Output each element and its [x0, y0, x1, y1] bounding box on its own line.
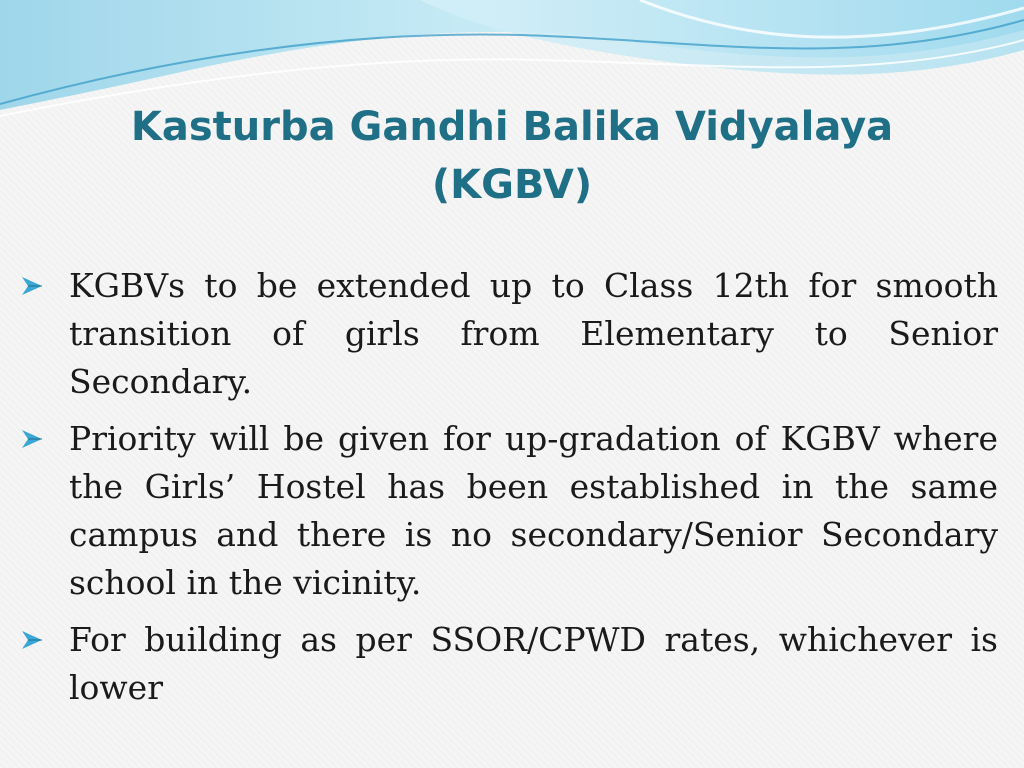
bullet-item: [20, 262, 998, 406]
bullet-text: For building as per SSOR/CPWD rates, whichever is lower: [69, 620, 998, 707]
bullet-text: Priority will be given for up-gradation of KGBV where the Girls’ Hostel has been established in the same campus and there is no secondary/Senior Secondary school in the vicinity.: [69, 419, 998, 602]
bullet-list: [20, 262, 998, 721]
arrowhead-bullet-icon: [20, 629, 44, 651]
bullet-text: KGBVs to be extended up to Class 12th for smooth transition of girls from Elementary to Senior Secondary.: [69, 266, 998, 401]
bullet-item: [20, 616, 998, 712]
arrowhead-bullet-icon: [20, 428, 44, 450]
title-line-2: (KGBV): [431, 162, 593, 208]
title-line-1: Kasturba Gandhi Balika Vidyalaya: [130, 104, 894, 150]
bullet-item: [20, 415, 998, 607]
slide-title: [0, 98, 1024, 214]
arrowhead-bullet-icon: [20, 275, 44, 297]
